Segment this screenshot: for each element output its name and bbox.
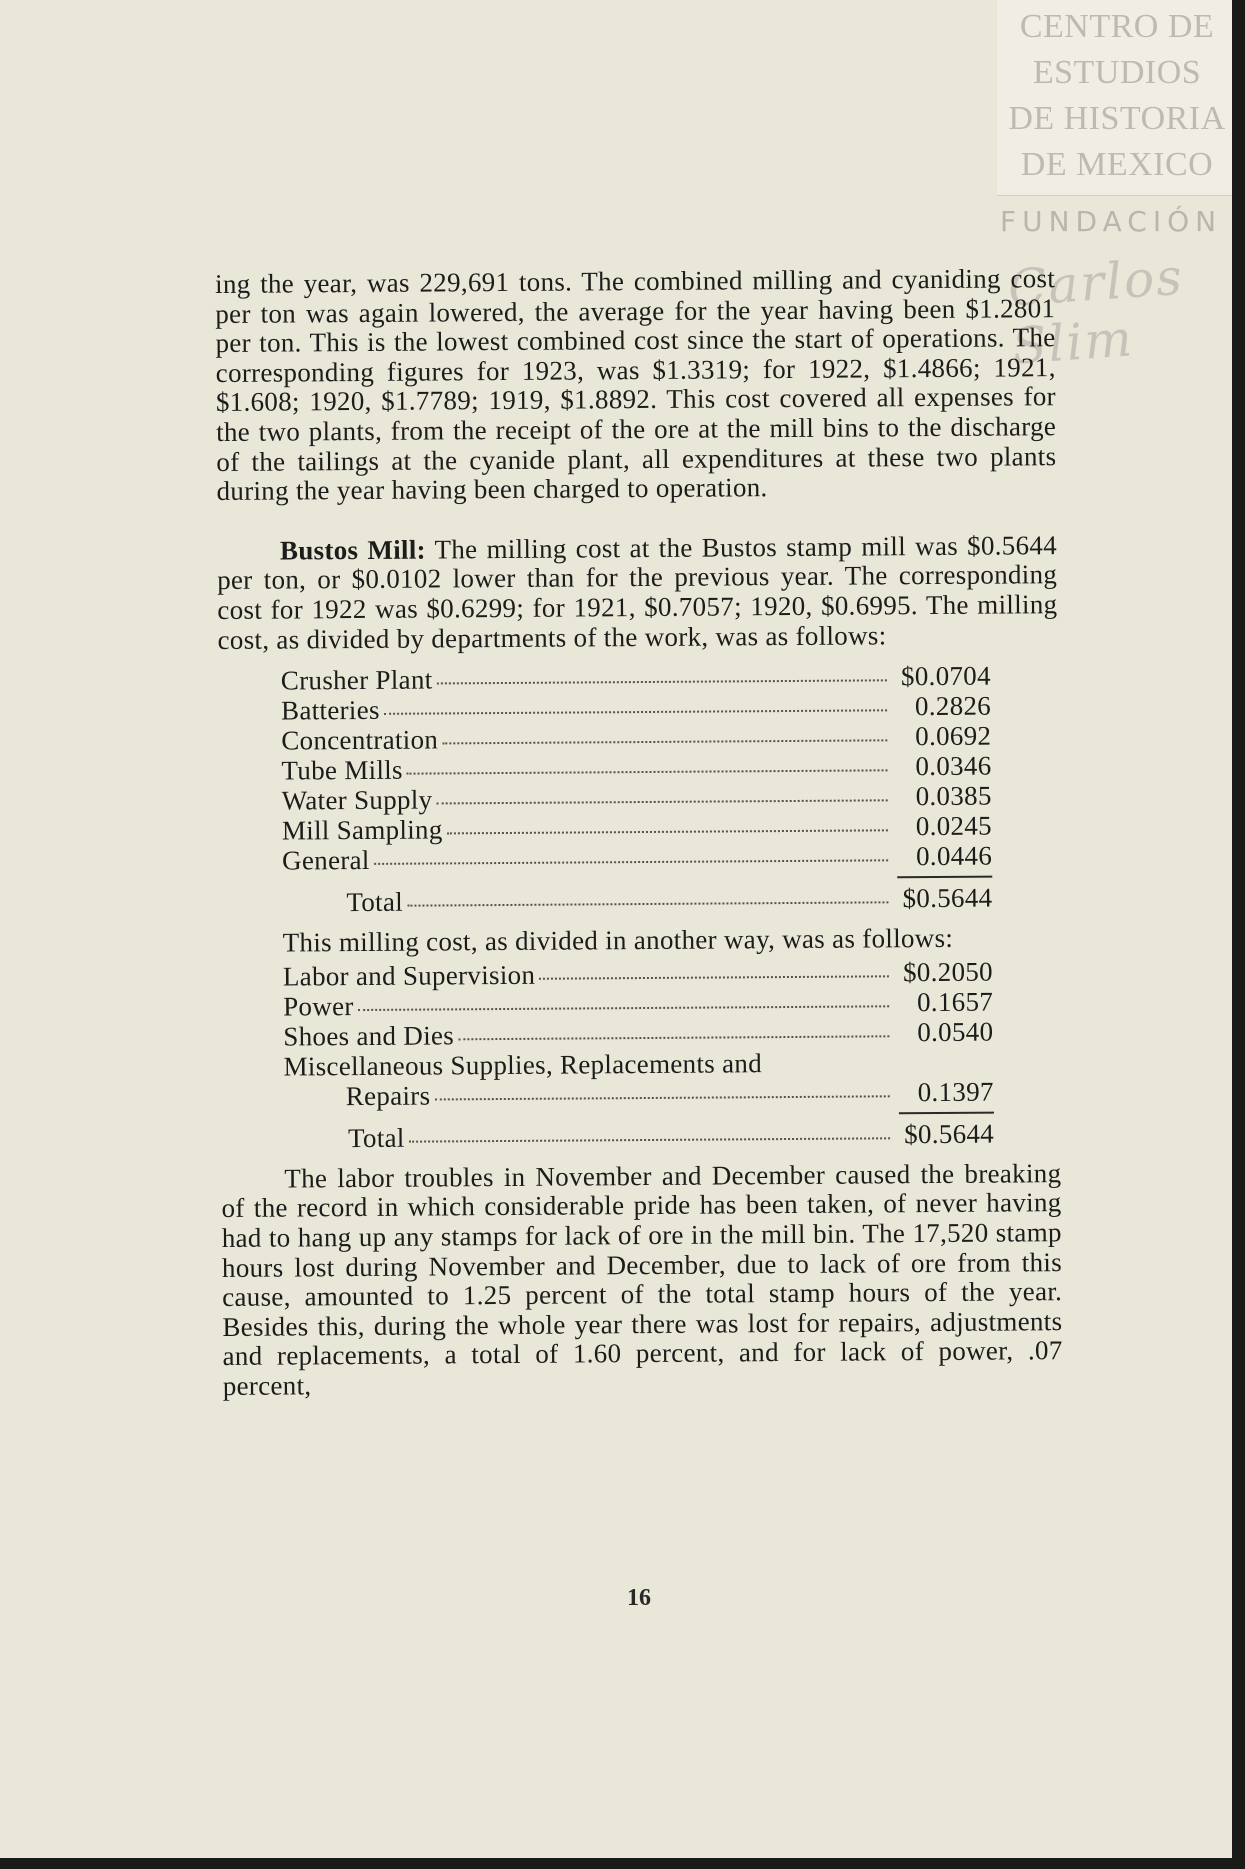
row-value: 0.0385 <box>915 780 992 812</box>
leader-dots <box>434 1095 889 1100</box>
row-label: Power <box>283 990 354 1022</box>
watermark-line: CENTRO DE <box>1019 8 1215 45</box>
watermark-line: ESTUDIOS <box>1032 54 1202 91</box>
row-label: Miscellaneous Supplies, Replacements and <box>283 1047 763 1082</box>
paragraph-bustos-mill <box>217 531 1058 655</box>
row-label: Mill Sampling <box>281 814 443 846</box>
leader-dots <box>442 739 887 744</box>
row-label: Crusher Plant <box>280 664 433 696</box>
row-label: Tube Mills <box>281 754 403 786</box>
row-value: 0.0692 <box>915 720 992 752</box>
leader-dots <box>358 1005 890 1011</box>
paragraph-text: The milling cost at the Bustos stamp mill was $0.5644 per ton, or $0.0102 lower than for the previous year. The corresponding cost for 1922 was $0.6299; for 1921, $0.7057; 1920, $0.6995. The milling cost, as divided by departments of the work, was as follows: <box>217 529 1058 655</box>
table-row <box>281 692 991 727</box>
leader-dots <box>409 1137 890 1142</box>
leader-dots <box>437 679 887 684</box>
total-value: $0.5644 <box>902 882 993 914</box>
table-row <box>282 812 992 847</box>
paragraph-cyaniding-cost: ing the year, was 229,691 tons. The combined milling and cyaniding cost per ton was again lowered, the average for the year having been $1.2801 per ton. This is the lowest combined cost since the start of operations. The corresponding figures for 1923, was $1.3319; for 1922, $1.4866; 1921, $1.608; 1920, $1.7789; 1919, $1.8892. This cost covered all expenses for the two plants, from the receipt of the ore at the mill bins to the discharge of the tailings at the cyanide plant, all expenditures at these two plants during the year having been charged to operation. <box>214 263 1057 507</box>
table-row <box>283 957 993 992</box>
watermark-line: DE HISTORIA <box>1008 100 1226 137</box>
leader-dots <box>458 1035 889 1040</box>
leader-dots <box>447 829 888 834</box>
page-number: 16 <box>627 1585 651 1611</box>
table-row <box>284 1077 994 1112</box>
section-heading-bustos-mill: Bustos Mill: <box>279 534 426 566</box>
row-value: 0.2826 <box>914 690 992 722</box>
watermark-signature: Carlos Slim <box>1006 247 1186 376</box>
leader-dots <box>539 975 889 979</box>
watermark-line: DE MEXICO <box>1020 146 1214 183</box>
total-label: Total <box>347 1122 405 1153</box>
total-value: $0.5644 <box>904 1118 995 1149</box>
leader-dots <box>374 859 888 865</box>
row-label: Labor and Supervision <box>282 959 536 992</box>
total-rule <box>899 1111 994 1114</box>
archive-watermark <box>997 0 1232 196</box>
watermark-fundacion: FUNDACIÓN <box>1000 205 1223 238</box>
total-rule <box>897 876 992 879</box>
row-value: 0.0245 <box>915 810 993 842</box>
row-label: Repairs <box>345 1080 431 1111</box>
row-value: 0.0346 <box>915 750 992 782</box>
table-row <box>281 662 991 697</box>
row-label: Shoes and Dies <box>283 1020 455 1052</box>
total-label: Total <box>346 886 404 918</box>
leader-dots <box>436 799 887 804</box>
paragraph-labor-troubles: The labor troubles in November and December caused the breaking of the record in which considerable pride has been taken, of never having had to hang up any stamps for lack of ore in the mill bin. The 17,520 stamp hours lost during November and December, due to lack of ore from this cause, amounted to 1.25 percent of the total stamp hours of the year. Besides this, during the whole year there was lost for repairs, adjustments and replacements, a total of 1.60 percent, and for lack of power, .07 percent, <box>221 1157 1063 1401</box>
table-row <box>281 752 991 787</box>
table-row <box>282 782 992 817</box>
row-label: Water Supply <box>281 784 433 816</box>
row-value: $0.0704 <box>900 660 991 692</box>
leader-dots <box>384 709 887 715</box>
table-total-row <box>346 884 992 919</box>
paragraph-another-way: This milling cost, as divided in another way, was as follows: <box>282 922 954 958</box>
row-label: Concentration <box>281 724 439 756</box>
table-row <box>283 987 993 1022</box>
row-label: General <box>282 845 370 876</box>
leader-dots <box>407 901 888 906</box>
cost-by-type-table <box>283 957 994 1154</box>
row-value: $0.2050 <box>902 956 994 987</box>
row-value: 0.0540 <box>917 1016 994 1047</box>
row-value: 0.1397 <box>917 1076 994 1107</box>
table-row <box>281 722 991 757</box>
table-row-misc-label <box>283 1047 993 1082</box>
leader-dots <box>407 769 888 774</box>
row-value: 0.0446 <box>915 840 993 872</box>
table-total-row <box>348 1119 994 1154</box>
page-body <box>215 264 1063 1401</box>
cost-by-department-table <box>281 662 993 919</box>
row-label: Batteries <box>280 694 380 726</box>
table-row <box>282 842 992 877</box>
row-value: 0.1657 <box>916 986 994 1017</box>
table-row <box>283 1017 993 1052</box>
